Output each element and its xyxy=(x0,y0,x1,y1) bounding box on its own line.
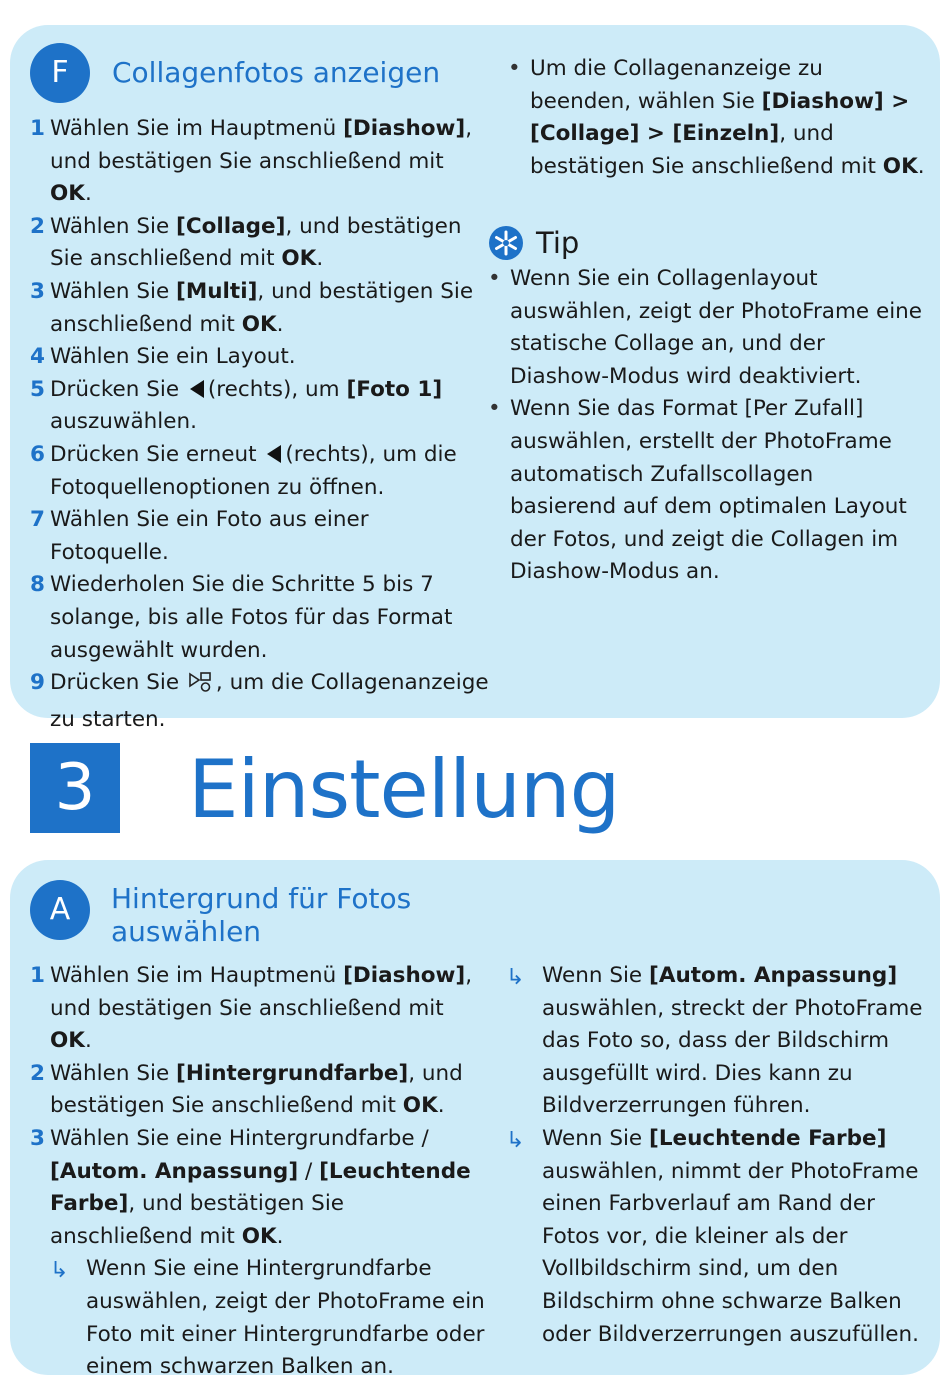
result-item xyxy=(506,960,926,1123)
text-run: Wenn Sie xyxy=(542,963,649,988)
background-right-column xyxy=(506,960,926,1351)
tip-item: • Wenn Sie das Format [Per Zufall] auswählen, erstellt der PhotoFrame automatisch Zufallscollagen basierend auf dem optimalen Layout der Fotos, und zeigt die Collagen im Diashow-Modus an. xyxy=(486,393,926,589)
text-run: / xyxy=(298,1158,320,1184)
text-run: , und bestätigen Sie anschließend mit xyxy=(50,116,473,174)
step-item xyxy=(30,439,490,504)
text-run: , und bestätigen Sie anschließend mit xyxy=(50,963,473,1021)
section-title-line2: auswählen xyxy=(111,915,262,948)
background-results-right xyxy=(506,960,926,1351)
step-text xyxy=(50,963,472,1053)
text-run: . xyxy=(276,1223,284,1249)
step-number: 2 xyxy=(30,213,45,239)
text-run: Wählen Sie xyxy=(50,1060,177,1086)
bold-run: [Diashow] > [Collage] > [Einzeln] xyxy=(530,88,910,147)
section-title-collage: Collagenfotos anzeigen xyxy=(112,56,441,89)
chapter-title: Einstellung xyxy=(188,743,620,836)
tip-header xyxy=(488,225,579,261)
step-text xyxy=(50,1126,471,1249)
background-steps-list xyxy=(30,960,490,1253)
end-note-item xyxy=(506,53,926,183)
text-run: Wählen Sie im Hauptmenü xyxy=(50,963,344,988)
text-run: . xyxy=(316,246,324,272)
bold-run: [Multi] xyxy=(176,278,258,304)
step-number: 4 xyxy=(30,344,45,370)
step-text xyxy=(50,572,452,662)
collage-right-column xyxy=(506,53,926,183)
bold-run: OK xyxy=(281,246,317,272)
tip-item: • Wenn Sie ein Collagenlayout auswählen, zeigt der PhotoFrame eine statische Collage an, und der Diashow-Modus wird deaktiviert. xyxy=(486,263,926,393)
text-run: . xyxy=(84,181,92,207)
bold-run: [Hintergrundfarbe] xyxy=(176,1060,409,1086)
text-run: Wenn Sie eine Hintergrundfarbe auswählen, zeigt der PhotoFrame ein Foto mit einer Hintergrundfarbe oder einem schwarzen Balken an. xyxy=(86,1256,485,1380)
text-run: Wenn Sie xyxy=(542,1125,649,1151)
text-run: Drücken Sie xyxy=(50,376,186,402)
result-arrow-icon: ↳ xyxy=(50,1258,69,1284)
step-item xyxy=(30,113,490,211)
text-run: auszuwählen. xyxy=(50,409,197,435)
step-number: 2 xyxy=(30,1060,45,1086)
result-arrow-icon: ↳ xyxy=(506,1127,525,1153)
step-item xyxy=(30,569,490,667)
step-text xyxy=(50,279,473,337)
step-item xyxy=(30,276,490,341)
result-text xyxy=(86,1256,485,1379)
step-number: 6 xyxy=(30,441,45,467)
result-arrow-icon: ↳ xyxy=(506,965,525,990)
text-run: , und bestätigen Sie anschließend mit xyxy=(530,121,883,179)
step-item xyxy=(30,1058,490,1123)
bold-run: [Diashow] xyxy=(343,116,466,141)
text-run: Drücken Sie erneut xyxy=(50,441,264,467)
tip-title: Tip xyxy=(536,226,580,260)
text-run: , um die Collagenanzeige zu starten. xyxy=(50,670,489,732)
step-text xyxy=(50,214,461,272)
step-number: 9 xyxy=(30,670,45,696)
background-steps-column xyxy=(30,960,490,1384)
step-number: 7 xyxy=(30,507,45,533)
bold-run: OK xyxy=(882,153,918,179)
slideshow-play-icon xyxy=(188,671,214,704)
bold-run: [Diashow] xyxy=(343,963,466,988)
bold-run: [Autom. Anpassung] xyxy=(649,963,898,988)
section-title-background xyxy=(111,882,411,948)
text-run: . xyxy=(437,1093,445,1119)
step-number: 5 xyxy=(30,376,45,402)
bold-run: OK xyxy=(402,1093,438,1119)
step-text xyxy=(50,507,369,565)
text-run: Wiederholen Sie die Schritte 5 bis 7 solange, bis alle Fotos für das Format ausgewählt wurden. xyxy=(50,572,453,663)
collage-section-panel xyxy=(10,25,940,732)
step-text xyxy=(50,116,472,206)
background-results-left xyxy=(50,1253,490,1383)
collage-steps-column xyxy=(30,113,490,736)
text-run: . xyxy=(917,153,925,179)
step-item xyxy=(30,960,490,1058)
result-item xyxy=(50,1253,490,1383)
bold-run: OK xyxy=(50,181,85,207)
bold-run: OK xyxy=(241,1223,277,1249)
step-item xyxy=(30,211,490,276)
step-item xyxy=(30,1123,490,1253)
text-run: , und bestätigen Sie anschließend mit xyxy=(50,1191,345,1249)
background-section-panel xyxy=(10,860,940,1380)
end-note-list xyxy=(506,53,926,183)
text-run: Wählen Sie xyxy=(50,278,177,304)
text-run: Wählen Sie ein Foto aus einer Fotoquelle. xyxy=(50,507,369,565)
bold-run: [Foto 1] xyxy=(346,376,443,402)
text-run: (rechts), um die Fotoquellenoptionen zu öffnen. xyxy=(50,441,457,500)
text-run: Wählen Sie xyxy=(50,213,177,239)
result-text xyxy=(542,1126,919,1347)
step-number: 8 xyxy=(30,572,45,598)
chapter-number: 3 xyxy=(30,743,120,833)
step-item xyxy=(30,504,490,569)
text-run: Wählen Sie ein Layout. xyxy=(50,344,296,370)
bold-run: OK xyxy=(241,311,277,337)
text-run: , und bestätigen Sie anschließend mit xyxy=(50,278,474,337)
left-triangle-icon xyxy=(267,445,281,463)
tip-asterisk-icon xyxy=(488,225,524,261)
section-badge-f: F xyxy=(30,43,90,103)
text-run: (rechts), um xyxy=(207,376,347,402)
text-run: . xyxy=(84,1028,92,1054)
step-text xyxy=(50,442,457,500)
step-number: 1 xyxy=(30,963,45,988)
section-title-line1: Hintergrund für Fotos xyxy=(111,882,412,915)
step-item xyxy=(30,341,490,374)
text-run: auswählen, nimmt der PhotoFrame einen Farbverlauf am Rand der Fotos vor, die kleiner als der Vollbildschirm sind, um den Bildschirm ohne schwarze Balken oder Bildverzerrungen auszufüllen. xyxy=(542,1158,919,1347)
bold-run: OK xyxy=(50,1028,85,1054)
step-text xyxy=(50,1061,463,1119)
text-run: auswählen, streckt der PhotoFrame das Foto so, dass der Bildschirm ausgefüllt wird. Dies kann zu Bildverzerrungen führen. xyxy=(542,995,923,1119)
step-text xyxy=(50,344,296,369)
result-text xyxy=(542,963,923,1118)
bold-run: [Leuchtende Farbe] xyxy=(649,1125,887,1151)
left-triangle-icon xyxy=(190,380,204,398)
step-text xyxy=(50,670,489,732)
text-run: Drücken Sie xyxy=(50,670,186,696)
step-number: 3 xyxy=(30,1125,45,1151)
text-run: . xyxy=(276,311,284,337)
collage-steps-list xyxy=(30,113,490,736)
bold-run: [Collage] xyxy=(176,213,286,239)
step-text xyxy=(50,377,442,435)
result-item xyxy=(506,1123,926,1351)
text-run: Um die Collagenanzeige zu beenden, wählen Sie xyxy=(530,56,823,114)
section-badge-a: A xyxy=(30,880,90,940)
bold-run: [Autom. Anpassung] xyxy=(50,1158,299,1184)
step-number: 1 xyxy=(30,116,45,141)
tips-column xyxy=(486,263,926,589)
text-run: Wählen Sie eine Hintergrundfarbe / xyxy=(50,1125,429,1151)
text-run: , und bestätigen Sie anschließend mit xyxy=(50,1060,463,1119)
tips-list xyxy=(486,263,926,589)
step-item xyxy=(30,374,490,439)
step-number: 3 xyxy=(30,278,45,304)
text-run: Wählen Sie im Hauptmenü xyxy=(50,116,344,141)
text-run: , und bestätigen Sie anschließend mit xyxy=(50,213,462,272)
bold-run: [Leuchtende Farbe] xyxy=(50,1158,471,1217)
step-item xyxy=(30,667,490,736)
